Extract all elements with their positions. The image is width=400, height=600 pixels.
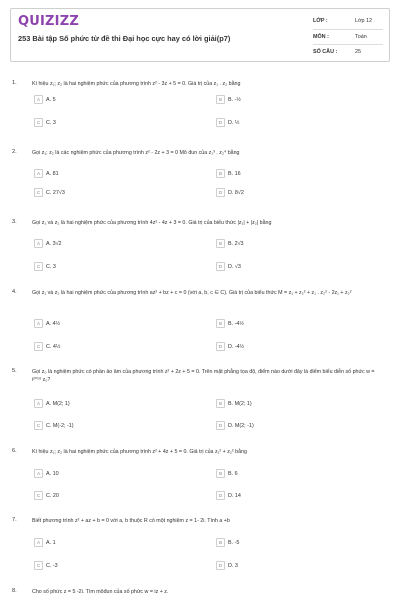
option-letter: C: [34, 118, 43, 127]
option-b[interactable]: [216, 94, 241, 105]
option-text: A. 81: [46, 170, 59, 177]
question-text: Kí hiệu z₁; z₂ là hai nghiệm phức của phương trình z² + 4z + 5 = 0. Giá trị của z₁² + z₂² bằng: [32, 449, 247, 455]
option-d[interactable]: [216, 187, 244, 198]
option-letter: A: [34, 399, 43, 408]
option-b[interactable]: [216, 468, 238, 479]
option-text: B. M(2; 1): [228, 400, 252, 407]
option-letter: C: [34, 421, 43, 430]
question-number: 1.: [12, 80, 17, 86]
option-text: B. -4½: [228, 320, 244, 327]
option-c[interactable]: [34, 117, 56, 128]
option-text: C. 27√3: [46, 189, 65, 196]
option-text: C. 3: [46, 119, 56, 126]
option-text: C. 20: [46, 492, 59, 499]
meta-label: SỐ CÂU :: [313, 49, 338, 56]
option-d[interactable]: [216, 420, 254, 431]
meta-value: 25: [355, 49, 361, 56]
option-letter: C: [34, 561, 43, 570]
page-title: 253 Bài tập Số phức từ đề thi Đại học cực hay có lời giải(p7): [18, 34, 231, 43]
option-letter: D: [216, 342, 225, 351]
option-letter: A: [34, 169, 43, 178]
option-letter: A: [34, 538, 43, 547]
option-c[interactable]: [34, 490, 59, 501]
question-number: 7.: [12, 517, 17, 523]
option-letter: D: [216, 262, 225, 271]
question-text: Gọi z₁ và z₂ là hai nghiệm phức của phương trình az² + bz + c = 0 (với a, b, c ∈ C). Giá trị của biểu thức M = z₁ + z₂² + z₁ . z₂² - 2z₁ + z₂²: [32, 290, 352, 296]
question-text: Gọi z₁; z₂ là các nghiệm phức của phương trình z² - 2z + 3 = 0 Mô đun của z₁³ . z₂⁴ bằng: [32, 150, 240, 156]
option-letter: B: [216, 469, 225, 478]
option-text: C. M(-2; -1): [46, 422, 74, 429]
option-letter: C: [34, 491, 43, 500]
option-text: B. 2√3: [228, 240, 244, 247]
option-text: A. 3√2: [46, 240, 62, 247]
option-letter: A: [34, 95, 43, 104]
option-text: B. -5: [228, 539, 240, 546]
option-b[interactable]: [216, 318, 244, 329]
question-number: 4.: [12, 289, 17, 295]
option-text: C. 3: [46, 263, 56, 270]
option-a[interactable]: [34, 168, 59, 179]
option-text: B. -½: [228, 96, 241, 103]
option-text: B. 16: [228, 170, 241, 177]
option-c[interactable]: [34, 261, 56, 272]
option-text: D. -4½: [228, 343, 245, 350]
option-text: A. M(2; 1): [46, 400, 70, 407]
option-b[interactable]: [216, 398, 252, 409]
option-text: A. 10: [46, 470, 59, 477]
option-letter: D: [216, 491, 225, 500]
option-text: A. 1: [46, 539, 56, 546]
option-letter: A: [34, 469, 43, 478]
option-letter: A: [34, 319, 43, 328]
meta-table: [313, 14, 383, 60]
option-b[interactable]: [216, 238, 244, 249]
question-number: 5.: [12, 368, 17, 374]
option-letter: C: [34, 342, 43, 351]
option-letter: C: [34, 188, 43, 197]
option-d[interactable]: [216, 261, 241, 272]
option-text: D. M(2; -1): [228, 422, 254, 429]
option-text: A. 5: [46, 96, 56, 103]
option-text: C. -3: [46, 562, 58, 569]
option-d[interactable]: [216, 560, 238, 571]
meta-label: MÔN :: [313, 33, 329, 40]
option-a[interactable]: [34, 468, 59, 479]
option-letter: B: [216, 538, 225, 547]
question-text: Kí hiệu z₁; z₂ là hai nghiệm phức của phương trình z² - 3z + 5 = 0. Giá trị của z₁ . z₂ bằng: [32, 81, 241, 87]
option-a[interactable]: [34, 94, 56, 105]
option-c[interactable]: [34, 560, 58, 571]
meta-value: Lớp 12: [355, 18, 373, 25]
quizizz-logo: QUIZIZZ: [18, 14, 79, 29]
option-letter: D: [216, 118, 225, 127]
question-text: Gọi z₁ và z₂ là hai nghiệm phức của phương trình 4z² - 4z + 3 = 0. Giá trị của biểu thức |z₁| + |z₂| bằng: [32, 220, 272, 226]
document-header: [10, 8, 390, 62]
option-text: D. 3: [228, 562, 238, 569]
option-letter: D: [216, 188, 225, 197]
option-c[interactable]: [34, 187, 65, 198]
option-a[interactable]: [34, 398, 70, 409]
question-text: Cho số phức z = 5 -2i. Tìm môđun của số phức w = iz + z.: [32, 589, 169, 595]
question-number: 3.: [12, 219, 17, 225]
option-text: D. √3: [228, 263, 241, 270]
option-c[interactable]: [34, 420, 74, 431]
question-number: 8.: [12, 588, 17, 594]
option-text: D. 8√2: [228, 189, 244, 196]
option-letter: B: [216, 169, 225, 178]
option-text: D. 14: [228, 492, 241, 499]
option-d[interactable]: [216, 341, 244, 352]
meta-value: Toán: [355, 33, 367, 40]
option-letter: C: [34, 262, 43, 271]
option-letter: B: [216, 239, 225, 248]
question-number: 2.: [12, 149, 17, 155]
option-text: A. 4½: [46, 320, 61, 327]
question-number: 6.: [12, 448, 17, 454]
option-letter: B: [216, 319, 225, 328]
option-a[interactable]: [34, 537, 56, 548]
option-a[interactable]: [34, 318, 60, 329]
option-b[interactable]: [216, 537, 239, 548]
option-a[interactable]: [34, 238, 62, 249]
meta-row-subject: [313, 30, 383, 46]
option-text: D. ½: [228, 119, 240, 126]
option-letter: A: [34, 239, 43, 248]
option-letter: D: [216, 561, 225, 570]
meta-label: LỚP :: [313, 18, 328, 25]
option-text: B. 6: [228, 470, 238, 477]
option-d[interactable]: [216, 490, 241, 501]
option-letter: D: [216, 421, 225, 430]
option-text: C. 4½: [46, 343, 61, 350]
option-letter: B: [216, 399, 225, 408]
question-text: Gọi z₀ là nghiệm phức có phần ảo âm của phương trình z² + 2z + 5 = 0. Trên mặt phẳng tọa độ, điểm nào dưới đây là điểm biểu diễn số phức w = i²⁰¹⁹ z₀?: [32, 369, 375, 383]
option-b[interactable]: [216, 168, 241, 179]
meta-row-class: [313, 14, 383, 30]
option-c[interactable]: [34, 341, 60, 352]
meta-row-count: [313, 45, 383, 60]
question-text: Biết phương trình z² + az + b = 0 với a, b thuộc R có một nghiệm z = 1- 2i. Tính a +b: [32, 518, 230, 524]
option-d[interactable]: [216, 117, 239, 128]
option-letter: B: [216, 95, 225, 104]
